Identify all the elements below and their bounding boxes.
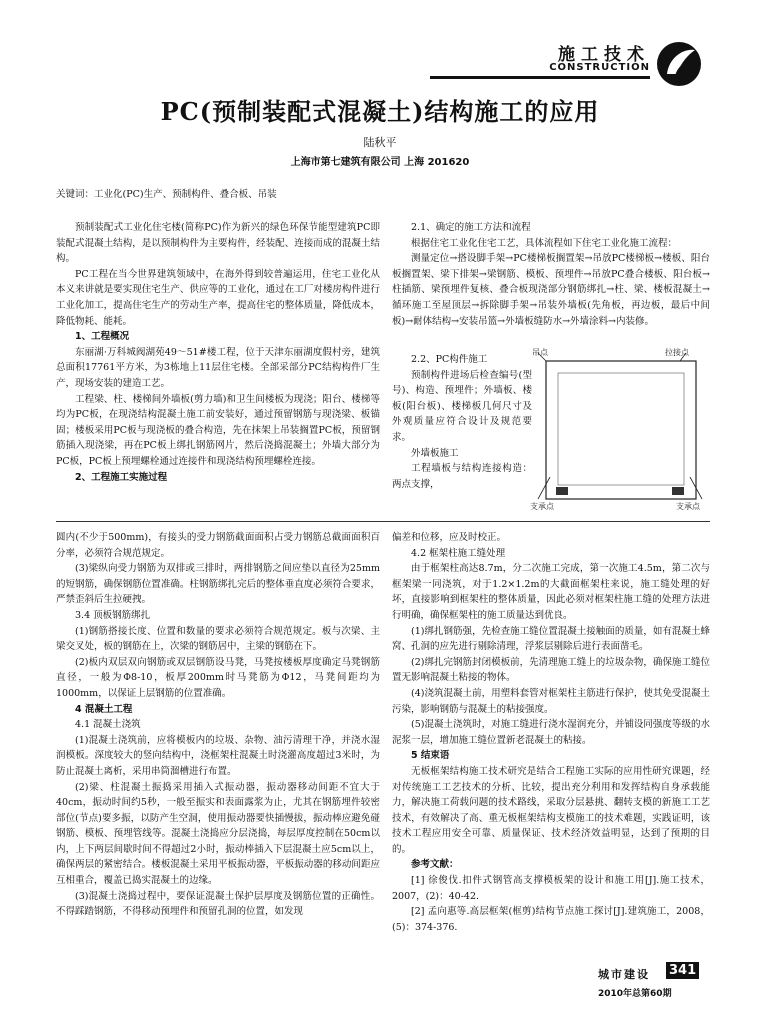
paragraph: (2)绑扎完钢筋封闭模板前，先清理施工缝上的垃圾杂物，确保施工缝位置无影响混凝土粘接的物体。 bbox=[392, 656, 710, 684]
column-top-left bbox=[56, 220, 380, 485]
paragraph: 预制装配式工业化住宅楼(简称PC)作为新兴的绿色环保节能型建筑PC即装配式混凝土结构，是以预制构件为主要构件，经装配、连接而成的混凝土结构。 bbox=[56, 222, 380, 265]
subsection-heading: 3.4 顶板钢筋绑扎 bbox=[75, 609, 151, 621]
paragraph: 圆内(不少于500mm)，有接头的受力钢筋截面面积占受力钢筋总截面面积百分率，必须符合规范规定。 bbox=[56, 532, 380, 559]
figure-label-support-left: 支承点 bbox=[530, 502, 554, 511]
paragraph: (1)钢筋搭接长度、位置和数量的要求必须符合规范规定。板与次梁、主梁交叉处，板的钢筋在上，次梁的钢筋居中，主梁的钢筋在下。 bbox=[56, 625, 380, 653]
paragraph: (5)混凝土浇筑时，对施工缝进行浇水湿润充分，并铺设同强度等级的水泥浆一层，增加施工缝位置新老混凝土的粘接。 bbox=[392, 719, 710, 746]
journal-issue: 2010年总第60期 bbox=[598, 989, 672, 999]
subsection-heading: 2.1、确定的施工方法和流程 bbox=[411, 222, 531, 233]
paragraph: 外墙板施工 bbox=[411, 447, 459, 459]
paragraph: PC工程在当今世界建筑领域中，在海外得到较普遍运用，住宅工业化从本义来讲就是要实现住宅生产、供应等的工业化，通过在工厂对楼房构件进行工业化加工，提高住宅生产的劳动生产率，提高住宅的整体质量，降低成本，降低物耗、能耗。 bbox=[56, 268, 380, 327]
column-bottom-right bbox=[392, 530, 710, 935]
paragraph: 由于框架柱高达8.7m，分二次施工完成，第一次施工4.5m，第二次与框架梁一同浇筑，对于1.2×1.2m的大截面框架柱来说，施工缝处理的好坏，直接影响到框架柱的整体质量，因此必须对框架柱施工缝的处理方法进行明确，确保框架柱的施工质量达到优良。 bbox=[392, 563, 710, 621]
reference-item: [2] 孟向惠等.高层框架(框剪)结构节点施工探讨[J].建筑施工，2008，(5)：374-376. bbox=[392, 906, 710, 933]
paragraph: 东丽湖·万科城阀湖苑49～51#楼工程，位于天津东丽湖度假村旁，建筑总面积17761平方米，为3栋地上11层住宅楼。全部采部分PC结构构件厂生产，现场安装的建造工艺。 bbox=[56, 346, 380, 389]
paragraph: 偏差和位移，应及时校正。 bbox=[392, 532, 507, 543]
section-title-cn: 施工技术 bbox=[558, 45, 650, 65]
article-author: 陆秋平 bbox=[363, 136, 397, 149]
column-top-right bbox=[392, 220, 710, 329]
figure-label-support-right: 支承点 bbox=[676, 502, 700, 511]
section-heading: 5 结束语 bbox=[411, 750, 450, 762]
section-title-en: CONSTRUCTION bbox=[549, 62, 650, 73]
subsection-heading: 4.2 框架柱施工缝处理 bbox=[411, 547, 506, 559]
article-keywords: 关键词：工业化(PC)生产、预制构件、叠合板、吊装 bbox=[56, 189, 277, 200]
paragraph: 工程墙板与结构连接构造：两点支撑， bbox=[392, 463, 532, 490]
journal-logo-icon bbox=[655, 40, 703, 88]
subsection-heading: 2.2、PC构件施工 bbox=[411, 354, 488, 365]
article-title: PC(预制装配式混凝土)结构施工的应用 bbox=[160, 97, 600, 126]
figure-label-lifting-point: 吊点 bbox=[532, 348, 548, 357]
paragraph: (1)绑扎钢筋强，先检查施工缝位置混凝土接触面的质量，如有混凝土蜂窝、孔洞的应先进行剔除清理，浮浆层剔除后进行表面凿毛。 bbox=[392, 625, 710, 653]
page-number: 341 bbox=[666, 962, 699, 979]
paragraph: 预制构件进场后检查编号(型号)、构造、预埋件；外墙板、楼板(阳台板)、楼梯板几何尺寸及外观质量应符合设计及规范要求。 bbox=[392, 369, 532, 443]
paragraph: (2)板内双层双向钢筋或双层钢筋设马凳，马凳按楼板厚度确定马凳钢筋直径，一般为Φ8-10，板厚200mm时马凳筋为Φ12，马凳间距均为1000mm，以保证上层钢筋的位置准确。 bbox=[56, 656, 380, 699]
wall-panel-support-figure bbox=[530, 347, 710, 512]
paragraph: (1)混凝土浇筑前，应将模板内的垃圾、杂物、油污清理干净，并浇水湿润模板。深度较大的竖向结构中，浇框架柱混凝土时浇灌高度超过3米时，为防止混凝土离析，采用串筒溜槽进行布置。 bbox=[56, 734, 380, 777]
header-rule bbox=[430, 76, 650, 79]
paragraph: 无板框架结构施工技术研究是结合工程施工实际的应用性研究课题，经对传统施工工艺技术的分析、比较，提出充分利用和发挥结构自身承载能力，解决施工荷载问题的技术路线，采取分层悬挑、翻转支模的新施工工艺技术，有效解决了高、重无板框架结构支模施工的技术难题，实践证明，该技术工程应用安全可靠、质量保证、技术经济效益明显，达到了预期的目的。 bbox=[392, 765, 710, 855]
section-heading: 1、工程概况 bbox=[75, 331, 130, 343]
column-top-right-narrow bbox=[392, 352, 532, 492]
subsection-heading: 4.1 混凝土浇筑 bbox=[75, 719, 141, 731]
paragraph: (4)浇筑混凝土前，用塑料套管对框架柱主筋进行保护，使其免受混凝土污染，影响钢筋与混凝土的粘接强度。 bbox=[392, 687, 710, 715]
section-heading: 4 混凝土工程 bbox=[75, 703, 133, 715]
paragraph: (3)混凝土浇捣过程中，要保证混凝土保护层厚度及钢筋位置的正确性。不得踩踏钢筋，不得移动预埋件和预留孔洞的位置，如发现 bbox=[56, 890, 380, 918]
section-heading: 2、工程施工实施过程 bbox=[75, 471, 168, 483]
reference-item: [1] 徐俊伐.扣件式钢管高支撑模板架的设计和施工用[J].施工技术，2007，(2)：40-42. bbox=[392, 875, 710, 902]
column-bottom-left bbox=[56, 530, 380, 920]
paragraph: (2)梁、柱混凝土振捣采用插入式振动器，振动器移动间距不宜大于40cm，振动时间约5秒，一般至振实和表面露浆为止，尤其在钢筋埋件较密部位(节点)要多振，以防产生空洞，使用振动器要快插慢拔，振动棒应避免碰钢筋、模板、预埋管线等。混凝土浇捣应分层浇捣，每层厚度控制在50cm以内，上下两层间歇时间不得超过2小时，振动棒插入下层混凝土应5cm以上，确保两层的紧密结合。楼板混凝土采用平板振动器，平板振动器的移动间距应互相重合，覆盖已捣实混凝土的边缘。 bbox=[56, 781, 380, 887]
paragraph: 工程梁、柱、楼梯间外墙板(剪力墙)和卫生间楼板为现浇；阳台、楼梯等均为PC板，在现浇结构混凝土施工前安装好，通过预留钢筋与现浇梁、板锚固；楼板采用PC板与现浇板的叠合构造，先在抹架上吊装搁置PC板，预留钢筋插入现浇梁，再在PC板上绑扎钢筋网片，然后浇捣混凝土；外墙大部分为PC板，PC板上预埋螺栓通过连接件和现浇结构预埋螺栓连接。 bbox=[56, 393, 380, 467]
journal-name: 城市建设 bbox=[598, 968, 650, 981]
paragraph: 根据住宅工业化住宅工艺，具体流程如下住宅工业化施工流程： bbox=[411, 237, 678, 249]
section-divider bbox=[56, 521, 710, 522]
paragraph: 测量定位→搭设脚手架→PC楼梯板搁置架→吊放PC楼梯板→楼板、阳台板搁置架、梁下排架→梁钢筋、模板、预埋件→吊放PC叠合楼板、阳台板→柱插筋、梁预埋件复核、叠合板现浇部分钢筋绑扎→柱、梁、楼板混凝土→循环施工至屋顶层→拆除脚手架→吊装外墙板(先角板，再边板，最后中间板)→耐体结构→安装吊篮→外墙板缝防水→外墙涂料→内装修。 bbox=[392, 253, 710, 327]
article-affiliation: 上海市第七建筑有限公司 上海 201620 bbox=[290, 157, 470, 168]
references-heading: 参考文献： bbox=[411, 859, 459, 871]
paragraph: (3)梁纵向受力钢筋为双排或三排时，两排钢筋之间应垫以直径为25mm的短钢筋，确保钢筋位置准确。柱钢筋绑扎完后的整体垂直度必须符合要求，严禁歪斜后生拉硬拽。 bbox=[56, 563, 380, 606]
figure-label-tie-point: 拉接点 bbox=[665, 348, 689, 357]
